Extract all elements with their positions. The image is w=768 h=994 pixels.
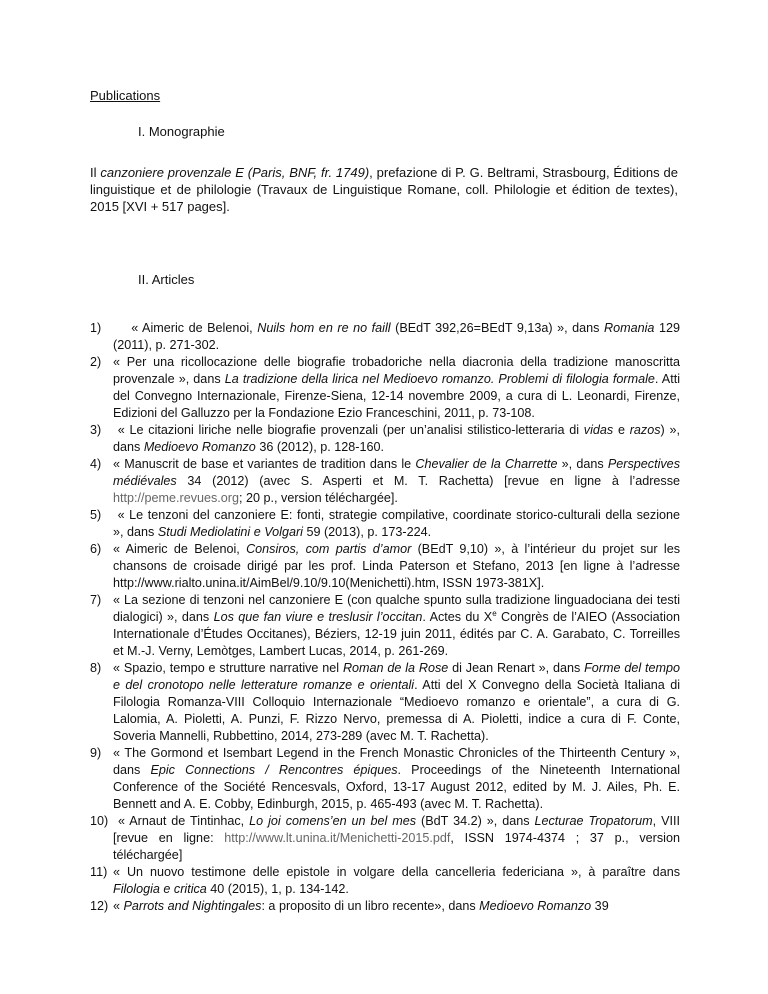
article-text: « Aimeric de Belenoi, [113, 542, 247, 556]
article-text: », dans [557, 457, 608, 471]
article-text: . Actes du X [422, 610, 493, 624]
article-text: « Per una ricollocazione delle biografie trobadoriche nella diacronia della tradizione manoscritta provenzale », dans [113, 355, 680, 386]
article-text: 40 (2015), 1, p. 134-142. [206, 882, 349, 896]
article-italic-title: Medioevo Romanzo [143, 440, 256, 454]
article-text: « Manuscrit de base et variantes de tradition dans le [113, 457, 416, 471]
article-italic-title: Los que fan viure e treslusir l’occitan [213, 610, 423, 624]
article-text: « Le citazioni liriche nelle biografie provenzali (per un’analisi stilistico-letteraria di [113, 423, 584, 437]
article-item [90, 592, 680, 660]
article-number: 1) [90, 321, 102, 335]
article-text: « Un nuovo testimone delle epistole in volgare della cancelleria federiciana », à paraître dans [113, 865, 680, 879]
article-text: (BEdT 9,10) », à l’intérieur du projet sur les chansons de croisade dirigé par les prof. Linda Paterson et Stefano, 2013 [en ligne à l’adresse http://www.rialto.unina.it/AimBel/9.10/9.10(Menichetti).htm, ISSN 1973-381X]. [113, 542, 680, 590]
article-text: (BdT 34.2) », dans [416, 814, 535, 828]
articles-list [90, 320, 680, 915]
article-italic-title: vidas [583, 423, 614, 437]
article-number: 5) [90, 508, 102, 522]
article-text: « The Gormond et Isembart Legend in the French Monastic Chronicles of the Thirteenth Century », dans [113, 746, 680, 777]
article-url-link[interactable]: http://www.lt.unina.it/Menichetti-2015.pdf [224, 831, 451, 845]
article-italic-title: Consiros, com partis d’amor [246, 542, 412, 556]
article-text: , VIII [revue en ligne: [113, 814, 680, 845]
article-italic-title: razos [629, 423, 661, 437]
article-number: 6) [90, 542, 102, 556]
article-text: « Le tenzoni del canzoniere E: fonti, strategie compilative, coordinate storico-culturali della sezione », dans [113, 508, 680, 539]
article-item [90, 745, 680, 813]
article-text: « Spazio, tempo e strutture narrative nel [113, 661, 343, 675]
article-italic-title: Perspectives médiévales [113, 457, 680, 488]
article-text: 59 (2013), p. 173-224. [302, 525, 432, 539]
superscript: e [492, 608, 497, 618]
article-text: : a proposito di un libro recente», dans [261, 899, 480, 913]
publications-heading: Publications [90, 88, 161, 103]
article-text: ) », dans [113, 423, 680, 454]
article-italic-title: Parrots and Nightingales [123, 899, 262, 913]
article-text: 36 (2012), p. 128-160. [255, 440, 384, 454]
article-italic-title: Forme del tempo e del cronotopo nelle letterature romanze e orientali [113, 661, 680, 692]
article-text: « Aimeric de Belenoi, [113, 321, 258, 335]
article-text: « [113, 899, 124, 913]
article-item [90, 320, 680, 354]
article-text: « La sezione di tenzoni nel canzoniere E (con qualche spunto sulla tradizione linguadociana dei testi dialogici) », dans [113, 593, 680, 624]
article-number: 7) [90, 593, 102, 607]
section-articles-heading: II. Articles [138, 272, 195, 287]
article-text: 129 (2011), p. 271-302. [113, 321, 680, 352]
article-italic-title: Romania [604, 321, 655, 335]
article-text: di Jean Renart », dans [448, 661, 585, 675]
article-italic-title: Roman de la Rose [342, 661, 449, 675]
article-item [90, 354, 680, 422]
article-number: 4) [90, 457, 102, 471]
article-number: 3) [90, 423, 102, 437]
article-italic-title: Medioevo Romanzo [479, 899, 592, 913]
article-italic-title: Nuils hom en re no faill [257, 321, 391, 335]
article-text: e [613, 423, 630, 437]
article-item [90, 507, 680, 541]
article-item [90, 456, 680, 507]
article-text: 39 [591, 899, 609, 913]
article-italic-title: La tradizione della lirica nel Medioevo romanzo. Problemi di filologia formale [224, 372, 655, 386]
article-item [90, 813, 680, 864]
article-text: ; 20 p., version téléchargée]. [239, 491, 398, 505]
article-italic-title: Lo joi comens’en un bel mes [249, 814, 417, 828]
article-number: 9) [90, 746, 102, 760]
article-italic-title: Lecturae Tropatorum [534, 814, 653, 828]
article-text: Congrès de l’AIEO (Association Internationale d’Études Occitanes), Béziers, 12-19 juin 2011, édités par C. A. Garabato, C. Torreilles et M.-J. Verny, Lemòtges, Lambert Lucas, 2014, p. 261-269. [113, 610, 680, 658]
article-item [90, 864, 680, 898]
article-italic-title: Filologia e critica [113, 882, 207, 896]
article-item [90, 541, 680, 592]
article-number: 11) [90, 865, 108, 879]
article-text: « Arnaut de Tintinhac, [113, 814, 250, 828]
section-monographie-heading: I. Monographie [138, 124, 225, 139]
article-italic-title: Epic Connections / Rencontres épiques [150, 763, 398, 777]
article-text: . Atti del Convegno Internazionale, Firenze-Siena, 12-14 novembre 2009, a cura di L. Leonardi, Firenze, Edizioni del Galluzzo per la Fondazione Ezio Franceschini, 2011, p. 73-108. [113, 372, 681, 420]
article-italic-title: Chevalier de la Charrette [415, 457, 558, 471]
article-url-link[interactable]: http://peme.revues.org [113, 491, 240, 505]
article-text: 34 (2012) (avec S. Asperti et M. T. Rachetta) [revue en ligne à l’adresse [176, 474, 680, 488]
article-text: , ISSN 1974-4374 ; 37 p., version téléchargée] [113, 831, 680, 862]
article-item [90, 898, 680, 915]
article-text: . Atti del X Convegno della Società Italiana di Filologia Romanza-VIII Colloquio Internazionale “Medioevo romanzo e orientale”, a cura di G. Lalomia, A. Pioletti, A. Punzi, F. Rizzo Nervo, premessa di A. Pioletti, indice a cura di F. Conte, Soveria Mannelli, Rubbettino, 2014, 273-289 (avec M. T. Rachetta). [113, 678, 680, 743]
monograph-title: canzoniere provenzale E (Paris, BNF, fr. 1749) [100, 165, 370, 180]
monograph-entry [90, 164, 678, 215]
monograph-text-c: , prefazione di P. G. Beltrami, Strasbourg, Éditions de linguistique et de philologie (Travaux de Linguistique Romane, coll. Philologie et édition de textes), 2015 [XVI + 517 pages]. [90, 165, 678, 214]
article-text: . Proceedings of the Nineteenth International Conference of the Société Rencesvals, Oxford, 13-17 August 2012, edited by M. J. Ailes, Ph. E. Bennett and A. E. Cobby, Edinburgh, 2015, p. 465-493 (avec M. T. Rachetta). [113, 763, 680, 811]
article-number: 8) [90, 661, 102, 675]
article-italic-title: Studi Mediolatini e Volgari [157, 525, 303, 539]
article-item [90, 660, 680, 745]
article-text: (BEdT 392,26=BEdT 9,13a) », dans [390, 321, 605, 335]
article-number: 2) [90, 355, 102, 369]
article-number: 12) [90, 899, 109, 913]
article-item [90, 422, 680, 456]
monograph-text-a: Il [90, 165, 101, 180]
article-number: 10) [90, 814, 109, 828]
